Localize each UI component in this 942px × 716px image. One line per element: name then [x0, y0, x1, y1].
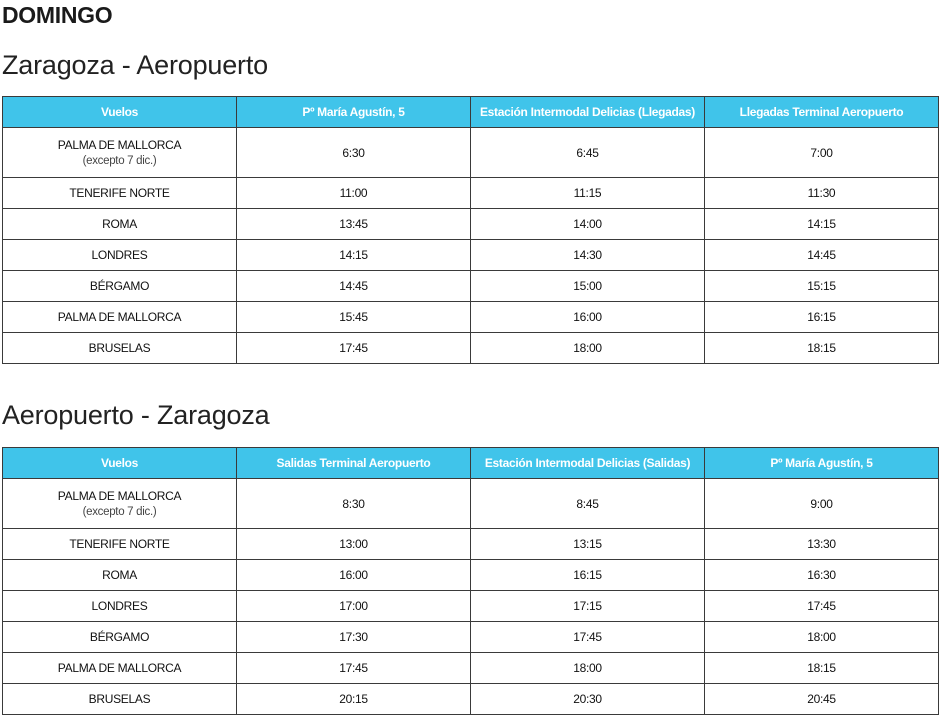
time-cell: 6:30: [237, 128, 471, 178]
table-header-row: [3, 448, 939, 479]
time-cell: 16:00: [471, 302, 705, 333]
flight-destination: PALMA DE MALLORCA: [57, 310, 182, 324]
flight-destination-cell: [3, 240, 237, 271]
time-cell: 8:30: [237, 479, 471, 529]
flight-destination-cell: [3, 684, 237, 715]
time-cell: 13:15: [471, 529, 705, 560]
flight-destination-cell: [3, 271, 237, 302]
time-cell: 13:00: [237, 529, 471, 560]
time-cell: 16:15: [471, 560, 705, 591]
flight-destination-cell: [3, 622, 237, 653]
table-row: [3, 591, 939, 622]
column-header: Vuelos: [3, 97, 237, 128]
time-cell: 18:15: [705, 333, 939, 364]
time-cell: 18:00: [471, 333, 705, 364]
flight-destination: BÉRGAMO: [89, 279, 150, 293]
time-cell: 17:15: [471, 591, 705, 622]
flight-destination: TENERIFE NORTE: [69, 537, 170, 551]
schedule-table-aeropuerto-zaragoza: [2, 447, 939, 715]
time-cell: 6:45: [471, 128, 705, 178]
column-header: Vuelos: [3, 448, 237, 479]
flight-destination: PALMA DE MALLORCA: [57, 488, 182, 503]
route-title-zaragoza-aeropuerto: Zaragoza - Aeropuerto: [2, 50, 268, 80]
time-cell: 13:30: [705, 529, 939, 560]
column-header: Llegadas Terminal Aeropuerto: [705, 97, 939, 128]
time-cell: 17:45: [237, 333, 471, 364]
table-row: [3, 209, 939, 240]
flight-destination: LONDRES: [91, 248, 148, 262]
table-row: [3, 684, 939, 715]
time-cell: 11:30: [705, 178, 939, 209]
time-cell: 7:00: [705, 128, 939, 178]
flight-destination-cell: [3, 209, 237, 240]
table-row: [3, 479, 939, 529]
table-row: [3, 622, 939, 653]
time-cell: 15:00: [471, 271, 705, 302]
column-header: Estación Intermodal Delicias (Salidas): [471, 448, 705, 479]
flight-note: (excepto 7 dic.): [82, 154, 157, 167]
time-cell: 18:00: [705, 622, 939, 653]
time-cell: 13:45: [237, 209, 471, 240]
time-cell: 17:45: [471, 622, 705, 653]
time-cell: 17:00: [237, 591, 471, 622]
flight-destination: BRUSELAS: [88, 692, 151, 706]
time-cell: 8:45: [471, 479, 705, 529]
schedule-table-zaragoza-aeropuerto: [2, 96, 939, 364]
flight-destination-cell: [3, 178, 237, 209]
time-cell: 14:00: [471, 209, 705, 240]
flight-destination: TENERIFE NORTE: [69, 186, 170, 200]
route-title-aeropuerto-zaragoza: Aeropuerto - Zaragoza: [2, 400, 270, 430]
table-row: [3, 128, 939, 178]
table-row: [3, 529, 939, 560]
table-row: [3, 271, 939, 302]
table-header-row: [3, 97, 939, 128]
time-cell: 20:15: [237, 684, 471, 715]
flight-destination-cell: [3, 302, 237, 333]
time-cell: 16:00: [237, 560, 471, 591]
time-cell: 18:15: [705, 653, 939, 684]
time-cell: 14:45: [705, 240, 939, 271]
column-header: Salidas Terminal Aeropuerto: [237, 448, 471, 479]
time-cell: 14:15: [237, 240, 471, 271]
time-cell: 15:15: [705, 271, 939, 302]
flight-destination-cell: [3, 128, 237, 178]
flight-destination: ROMA: [102, 217, 137, 231]
time-cell: 14:30: [471, 240, 705, 271]
time-cell: 9:00: [705, 479, 939, 529]
table-row: [3, 240, 939, 271]
flight-destination-cell: [3, 479, 237, 529]
table-row: [3, 302, 939, 333]
flight-destination: BRUSELAS: [88, 341, 151, 355]
time-cell: 17:30: [237, 622, 471, 653]
flight-destination: PALMA DE MALLORCA: [57, 661, 182, 675]
flight-destination: PALMA DE MALLORCA: [57, 137, 182, 152]
day-title: DOMINGO: [2, 2, 113, 28]
flight-destination-cell: [3, 591, 237, 622]
flight-destination: ROMA: [102, 568, 137, 582]
time-cell: 16:30: [705, 560, 939, 591]
time-cell: 20:45: [705, 684, 939, 715]
time-cell: 20:30: [471, 684, 705, 715]
flight-destination-cell: [3, 529, 237, 560]
flight-destination-cell: [3, 653, 237, 684]
flight-destination-cell: [3, 333, 237, 364]
table-row: [3, 178, 939, 209]
flight-destination: BÉRGAMO: [89, 630, 150, 644]
column-header: Pº María Agustín, 5: [705, 448, 939, 479]
time-cell: 15:45: [237, 302, 471, 333]
time-cell: 14:15: [705, 209, 939, 240]
flight-note: (excepto 7 dic.): [82, 505, 157, 518]
time-cell: 11:15: [471, 178, 705, 209]
column-header: Pº María Agustín, 5: [237, 97, 471, 128]
flight-destination-cell: [3, 560, 237, 591]
time-cell: 16:15: [705, 302, 939, 333]
table-row: [3, 653, 939, 684]
table-row: [3, 333, 939, 364]
time-cell: 17:45: [705, 591, 939, 622]
time-cell: 14:45: [237, 271, 471, 302]
flight-destination: LONDRES: [91, 599, 148, 613]
time-cell: 17:45: [237, 653, 471, 684]
time-cell: 18:00: [471, 653, 705, 684]
column-header: Estación Intermodal Delicias (Llegadas): [471, 97, 705, 128]
time-cell: 11:00: [237, 178, 471, 209]
table-row: [3, 560, 939, 591]
